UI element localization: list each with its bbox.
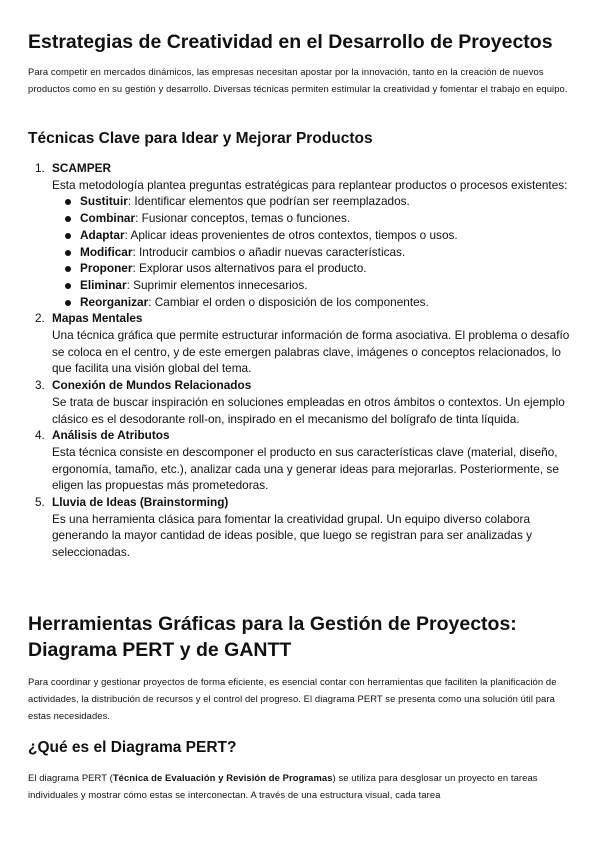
pert-text-start: El diagrama PERT (	[28, 772, 113, 783]
bullet-icon	[65, 250, 71, 256]
technique-name: Conexión de Mundos Relacionados	[52, 378, 252, 393]
scamper-term: Adaptar	[80, 227, 125, 242]
list-item	[80, 260, 576, 277]
scamper-text: : Identificar elementos que podrían ser reemplazados.	[127, 194, 410, 209]
scamper-term: Reorganizar	[80, 294, 149, 309]
technique-item	[28, 427, 576, 494]
bullet-icon	[65, 266, 71, 272]
scamper-term: Proponer	[80, 261, 133, 276]
technique-item	[28, 310, 576, 377]
list-item	[80, 210, 576, 227]
scamper-term: Modificar	[80, 244, 133, 259]
scamper-list	[52, 193, 576, 310]
page-title: Estrategias de Creatividad en el Desarrollo de Proyectos	[28, 31, 553, 53]
list-item	[80, 294, 576, 311]
technique-name: Análisis de Atributos	[52, 428, 170, 443]
technique-item	[28, 160, 576, 310]
section-title-tools: Herramientas Gráficas para la Gestión de Proyectos: Diagrama PERT y de GANTT	[28, 613, 517, 661]
scamper-term: Combinar	[80, 211, 136, 226]
scamper-text: : Explorar usos alternativos para el producto.	[132, 261, 367, 276]
technique-description: Es una herramienta clásica para fomentar la creatividad grupal. Un equipo diverso colabora generando la mayor cantidad de ideas posible, que luego se registran para ser analizadas y seleccionadas.	[52, 511, 533, 560]
list-item	[80, 277, 576, 294]
scamper-term: Sustituir	[80, 194, 128, 209]
bullet-icon	[65, 300, 71, 306]
technique-number: 1.	[35, 161, 45, 175]
technique-number: 2.	[35, 311, 45, 326]
technique-number: 5.	[35, 495, 45, 510]
scamper-text: : Fusionar conceptos, temas o funciones.	[135, 211, 351, 226]
list-item	[80, 227, 576, 244]
technique-description: Una técnica gráfica que permite estructurar información de forma asociativa. El problema o desafío se coloca en el centro, y de este emergen palabras clave, imágenes o conceptos relacionados, lo que facilita una visión global del tema.	[52, 328, 570, 376]
technique-number: 4.	[35, 428, 45, 443]
bullet-icon	[65, 283, 71, 289]
bullet-icon	[65, 233, 71, 239]
technique-name: Lluvia de Ideas (Brainstorming)	[52, 495, 229, 510]
technique-description: Esta metodología plantea preguntas estratégicas para replantear productos o procesos existentes:	[52, 177, 568, 192]
technique-name: SCAMPER	[52, 161, 111, 175]
techniques-list	[28, 160, 576, 561]
pert-paragraph	[28, 769, 576, 803]
technique-item	[28, 377, 576, 427]
scamper-text: : Introducir cambios o añadir nuevas características.	[132, 244, 406, 259]
list-item	[80, 244, 576, 261]
tools-intro-paragraph: Para coordinar y gestionar proyectos de forma eficiente, es esencial contar con herramientas que faciliten la planificación de actividades, la distribución de recursos y el control del progreso. El diagrama PERT se presenta como una solución útil para estas necesidades.	[28, 676, 557, 721]
technique-number: 3.	[35, 378, 45, 393]
section-heading-techniques: Técnicas Clave para Idear y Mejorar Productos	[28, 130, 373, 147]
bullet-icon	[65, 199, 71, 205]
scamper-text: : Suprimir elementos innecesarios.	[126, 277, 308, 292]
pert-text-end: ) se utiliza para desglosar un proyecto en tareas individuales y mostrar cómo estas se interconectan. A través de una estructura visual, cada tarea	[28, 772, 538, 800]
scamper-text: : Aplicar ideas provenientes de otros contextos, tiempos o usos.	[124, 227, 458, 242]
section-heading-pert: ¿Qué es el Diagrama PERT?	[28, 739, 237, 756]
technique-description: Se trata de buscar inspiración en soluciones empleadas en otros ámbitos o contextos. Un ejemplo clásico es el desodorante roll-on, inspirado en el mecanismo del bolígrafo de tinta líquida.	[52, 394, 565, 426]
technique-item	[28, 494, 576, 561]
bullet-icon	[65, 216, 71, 222]
intro-paragraph: Para competir en mercados dinámicos, las empresas necesitan apostar por la innovación, tanto en la creación de nuevos productos como en su gestión y desarrollo. Diversas técnicas permiten estimular la creatividad y fomentar el trabajo en equipo.	[28, 66, 568, 94]
technique-name: Mapas Mentales	[52, 311, 143, 326]
pert-acronym-meaning: Técnica de Evaluación y Revisión de Programas	[112, 772, 333, 783]
list-item	[80, 193, 576, 210]
scamper-text: : Cambiar el orden o disposición de los componentes.	[148, 294, 429, 309]
scamper-term: Eliminar	[80, 277, 127, 292]
technique-description: Esta técnica consiste en descomponer el producto en sus características clave (material, diseño, ergonomía, tamaño, etc.), analizar cada una y generar ideas para mejorarlas. Posteriormente, se eligen las propuestas más prometedoras.	[52, 444, 559, 493]
